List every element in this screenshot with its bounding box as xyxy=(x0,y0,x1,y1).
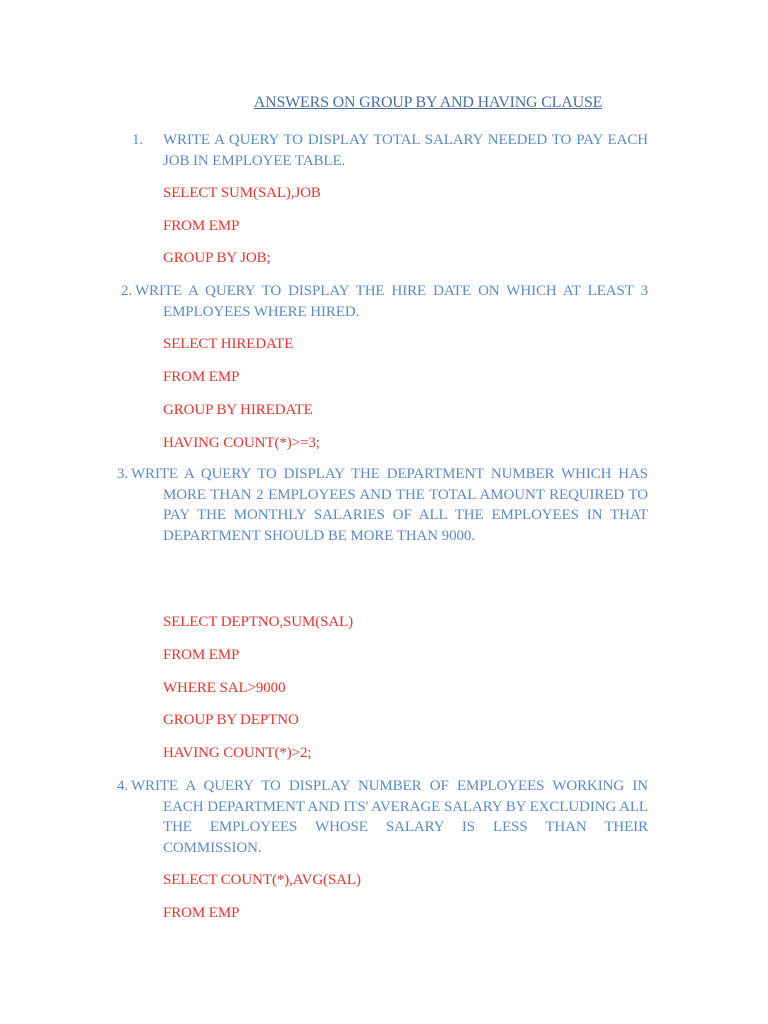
question-number: 3. xyxy=(117,466,129,482)
answer-line: HAVING COUNT(*)>2; xyxy=(163,745,312,761)
answer-line: FROM EMP xyxy=(163,905,240,921)
answer-line: HAVING COUNT(*)>=3; xyxy=(163,435,320,451)
document-title: ANSWERS ON GROUP BY AND HAVING CLAUSE xyxy=(253,94,603,111)
answer-line: SELECT COUNT(*),AVG(SAL) xyxy=(163,872,361,888)
question-text: WRITE A QUERY TO DISPLAY NUMBER OF EMPLOYEES WORKING IN EACH DEPARTMENT AND ITS' AVERAGE SALARY BY EXCLUDING ALL THE EMPLOYEES WHOSE SALARY IS LESS THAN THEIR COMMISSION. xyxy=(131,778,648,856)
answer-line: SELECT HIREDATE xyxy=(163,336,294,352)
answer-line: SELECT DEPTNO,SUM(SAL) xyxy=(163,614,354,630)
question-number: 2. xyxy=(121,283,133,299)
answer-line: WHERE SAL>9000 xyxy=(163,680,286,696)
answer-line: GROUP BY JOB; xyxy=(163,250,271,266)
answer-line: SELECT SUM(SAL),JOB xyxy=(163,185,321,201)
question-number: 4. xyxy=(117,778,129,794)
answer-line: FROM EMP xyxy=(163,369,240,385)
question-text: WRITE A QUERY TO DISPLAY THE HIRE DATE ON WHICH AT LEAST 3 EMPLOYEES WHERE HIRED. xyxy=(135,283,648,320)
question-text: WRITE A QUERY TO DISPLAY TOTAL SALARY NEEDED TO PAY EACH JOB IN EMPLOYEE TABLE. xyxy=(163,132,648,169)
answer-line: GROUP BY HIREDATE xyxy=(163,402,313,418)
question-3 xyxy=(117,464,648,546)
question-text: WRITE A QUERY TO DISPLAY THE DEPARTMENT NUMBER WHICH HAS MORE THAN 2 EMPLOYEES AND THE TOTAL AMOUNT REQUIRED TO PAY THE MONTHLY SALARIES OF ALL THE EMPLOYEES IN THAT DEPARTMENT SHOULD BE MORE THAN 9000. xyxy=(131,466,648,544)
question-number: 1. xyxy=(132,132,144,148)
question-2 xyxy=(121,281,648,322)
answer-line: FROM EMP xyxy=(163,218,240,234)
question-1 xyxy=(132,130,648,171)
answer-line: FROM EMP xyxy=(163,647,240,663)
question-4 xyxy=(117,776,648,858)
answer-line: GROUP BY DEPTNO xyxy=(163,712,299,728)
